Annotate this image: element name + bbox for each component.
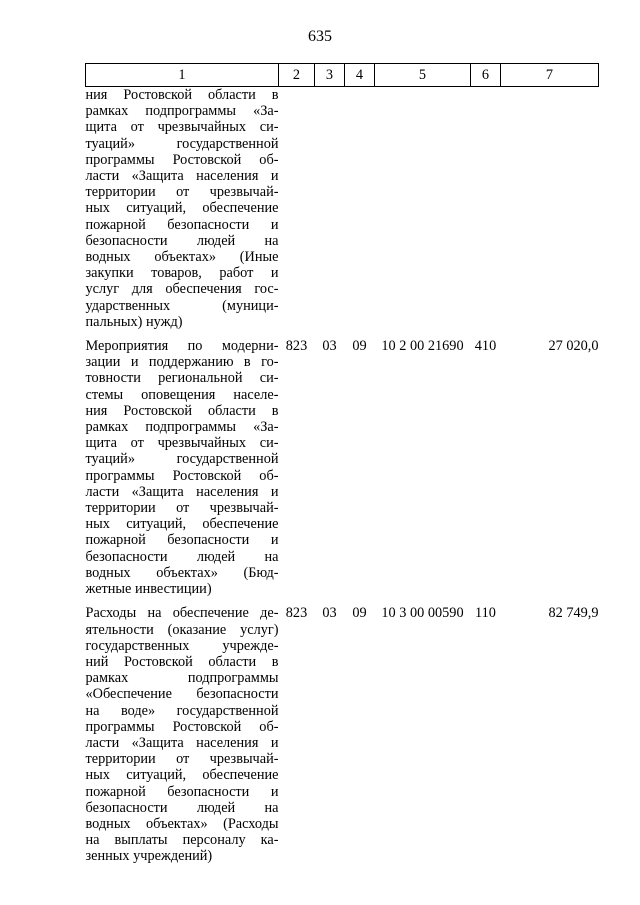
description-line: зенных учреждений) — [85, 848, 213, 865]
description-line: программы Ростовской об- — [85, 151, 279, 168]
amount-cell: 82 749,9 — [548, 605, 599, 622]
column-header-target-article: 5 — [375, 64, 471, 87]
description-line: пожарной безопасности и — [85, 216, 279, 233]
description-line: ласти «Защита населения и — [85, 734, 279, 751]
column-header-description: 1 — [86, 64, 279, 87]
ministry-code-cell — [279, 87, 315, 331]
section-code-cell: 03 — [322, 605, 337, 622]
description-line: ных ситуаций, обеспечение — [85, 200, 279, 217]
expense-type-cell — [471, 87, 501, 331]
expense-type-cell: 410 — [474, 338, 497, 355]
description-line: ласти «Защита населения и — [85, 168, 279, 185]
description-line: ния Ростовской области в — [85, 402, 279, 419]
description-line: государственных учрежде- — [85, 637, 279, 654]
description-line: ний Ростовской области в — [85, 653, 279, 670]
description-line: ных ситуаций, обеспечение — [85, 767, 279, 784]
expense-type-cell: 110 — [475, 605, 496, 622]
description-line: стемы оповещения населе- — [85, 386, 279, 403]
description-line: рамках подпрограммы «За- — [85, 103, 279, 120]
column-header-ministry: 2 — [279, 64, 315, 87]
description-line: пальных) нужд) — [85, 313, 183, 330]
column-header-expense-type: 6 — [471, 64, 501, 87]
description-line: водных объектах» (Бюд- — [85, 564, 279, 581]
description-line: безопасности людей на — [85, 799, 279, 816]
description-line: ных ситуаций, обеспечение — [85, 516, 279, 533]
ministry-code-cell: 823 — [285, 338, 308, 355]
description-line: щита от чрезвычайных си- — [85, 435, 279, 452]
description-line: водных объектах» (Расходы — [85, 815, 279, 832]
description-line: закупки товаров, работ и — [85, 265, 279, 282]
description-line: услуг для обеспечения гос- — [85, 281, 279, 298]
description-line: Мероприятия по модерни- — [85, 338, 279, 355]
page-number: 635 — [308, 28, 332, 45]
table-row — [86, 330, 599, 597]
column-header-section: 3 — [315, 64, 345, 87]
table-body — [86, 87, 599, 865]
amount-cell — [501, 87, 599, 331]
description-line: щита от чрезвычайных си- — [85, 119, 279, 136]
table-row — [86, 87, 599, 331]
header-row — [86, 64, 599, 87]
subsection-code-cell: 09 — [352, 338, 367, 355]
budget-table — [85, 63, 599, 865]
description-line: безопасности людей на — [85, 232, 279, 249]
subsection-code-cell: 09 — [352, 605, 367, 622]
target-article-cell: 10 2 00 21690 — [381, 338, 464, 355]
target-article-cell: 10 3 00 00590 — [381, 605, 464, 622]
target-article-cell — [375, 87, 471, 331]
section-code-cell: 03 — [322, 338, 337, 355]
description-line: безопасности людей на — [85, 548, 279, 565]
description-line: товности региональной си- — [85, 370, 279, 387]
description-line: на воде» государственной — [85, 702, 279, 719]
description-line: территории от чрезвычай- — [85, 500, 279, 517]
description-line: туаций» государственной — [85, 135, 279, 152]
description-line: территории от чрезвычай- — [85, 751, 279, 768]
table-row — [86, 597, 599, 864]
table-header — [86, 64, 599, 87]
description-line: «Обеспечение безопасности — [85, 686, 279, 703]
amount-cell: 27 020,0 — [548, 338, 599, 355]
ministry-code-cell: 823 — [285, 605, 308, 622]
column-header-amount: 7 — [501, 64, 599, 87]
description-line: водных объектах» (Иные — [85, 249, 279, 266]
description-line: зации и поддержанию в го- — [85, 354, 279, 371]
description-line: рамках подпрограммы «За- — [85, 419, 279, 436]
description-line: территории от чрезвычай- — [85, 184, 279, 201]
description-line: рамках подпрограммы — [85, 670, 279, 687]
description-line: программы Ростовской об- — [85, 467, 279, 484]
description-line: ния Ростовской области в — [85, 87, 279, 103]
description-line: ударственных (муници- — [85, 297, 279, 314]
description-line: Расходы на обеспечение де- — [85, 605, 279, 622]
description-line: пожарной безопасности и — [85, 783, 279, 800]
section-code-cell — [315, 87, 345, 331]
subsection-code-cell — [345, 87, 375, 331]
description-cell — [86, 597, 279, 864]
description-line: на выплаты персоналу ка- — [85, 832, 279, 849]
column-header-subsection: 4 — [345, 64, 375, 87]
description-line: туаций» государственной — [85, 451, 279, 468]
description-line: жетные инвестиции) — [85, 581, 212, 598]
description-cell — [86, 87, 279, 331]
description-line: пожарной безопасности и — [85, 532, 279, 549]
description-line: ятельности (оказание услуг) — [85, 621, 279, 638]
description-line: программы Ростовской об- — [85, 718, 279, 735]
description-cell — [86, 330, 279, 597]
description-line: ласти «Защита населения и — [85, 483, 279, 500]
